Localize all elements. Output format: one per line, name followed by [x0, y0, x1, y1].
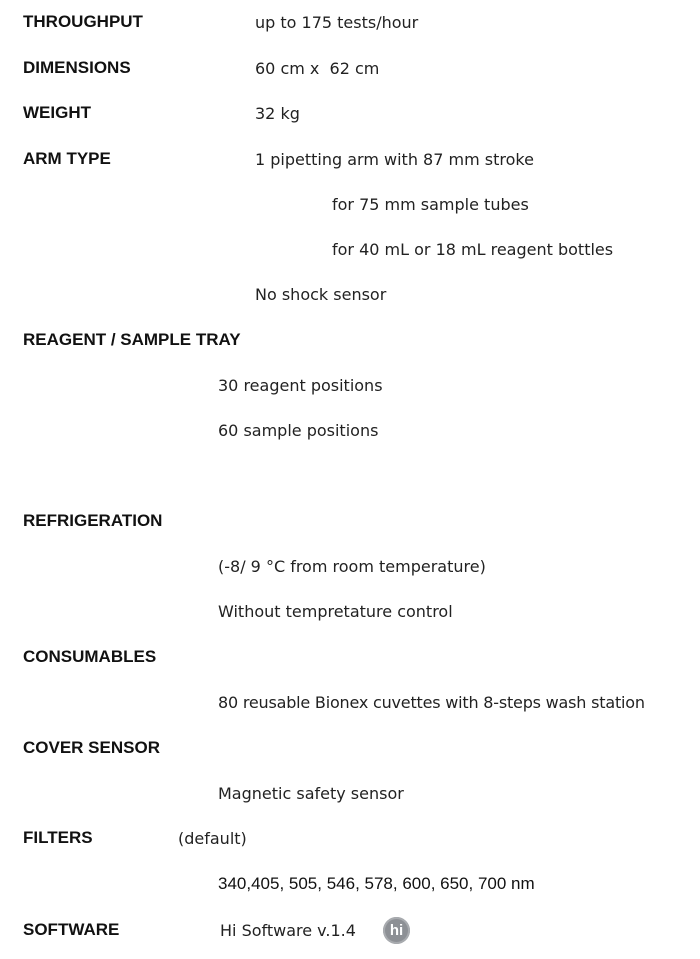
arm-type-sub-1: for 75 mm sample tubes [332, 195, 529, 214]
arm-type-sub-2: for 40 mL or 18 mL reagent bottles [332, 240, 614, 259]
software-label: SOFTWARE [23, 920, 120, 939]
tray-line-2: 60 sample positions [218, 421, 379, 440]
weight-value: 32 kg [255, 104, 300, 123]
consumables-line-1: 80 reusable Bionex cuvettes with 8-steps wash station [218, 693, 645, 712]
arm-type-value: 1 pipetting arm with 87 mm stroke [255, 150, 534, 169]
consumables-label: CONSUMABLES [23, 647, 157, 666]
refrigeration-line-2: Without tempretature control [218, 602, 453, 621]
dimensions-label: DIMENSIONS [23, 58, 131, 77]
tray-line-1: 30 reagent positions [218, 376, 383, 395]
hi-software-logo-icon [383, 917, 410, 944]
cover-sensor-label: COVER SENSOR [23, 738, 160, 757]
filters-note: (default) [178, 829, 247, 848]
cover-sensor-line-1: Magnetic safety sensor [218, 784, 404, 803]
weight-label: WEIGHT [23, 103, 91, 122]
arm-type-shock-sensor: No shock sensor [255, 285, 387, 304]
refrigeration-line-1: (-8/ 9 °C from room temperature) [218, 557, 486, 576]
tray-label: REAGENT / SAMPLE TRAY [23, 330, 241, 349]
refrigeration-label: REFRIGERATION [23, 511, 163, 530]
software-value: Hi Software v.1.4 [220, 921, 356, 940]
filters-label: FILTERS [23, 828, 93, 847]
throughput-label: THROUGHPUT [23, 12, 143, 31]
filters-wavelengths: 340,405, 505, 546, 578, 600, 650, 700 nm [218, 874, 535, 893]
dimensions-value: 60 cm x 62 cm [255, 59, 380, 78]
arm-type-label: ARM TYPE [23, 149, 111, 168]
hi-logo-text: hi [389, 921, 404, 939]
throughput-value: up to 175 tests/hour [255, 13, 419, 32]
